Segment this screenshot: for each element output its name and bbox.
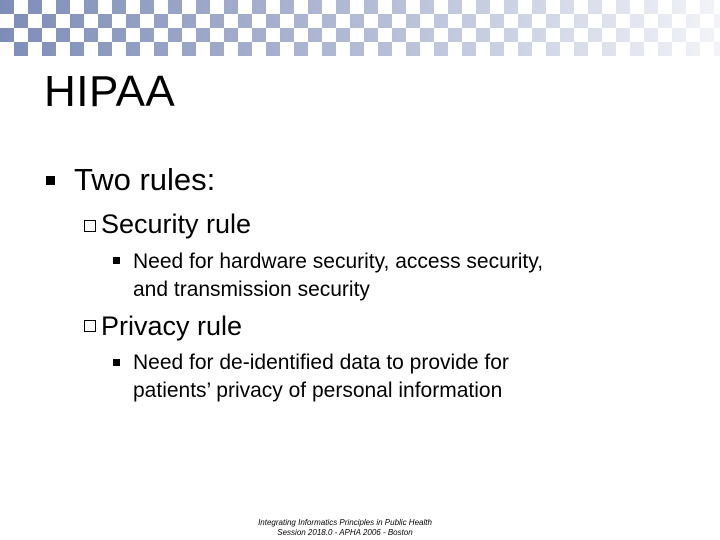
privacy-detail-line2: patients’ privacy of personal information xyxy=(133,379,503,402)
hollow-square-bullet-icon xyxy=(84,220,96,232)
hollow-square-bullet-icon xyxy=(84,320,96,332)
square-bullet-icon xyxy=(113,359,120,366)
title-rule xyxy=(0,56,720,58)
checkered-header-band xyxy=(0,0,720,56)
footer-line1: Integrating Informatics Principles in Public Health xyxy=(258,518,432,527)
rule-privacy: Privacy rule xyxy=(101,311,243,341)
security-detail-line1: Need for hardware security, access security, xyxy=(133,250,544,273)
rule-security: Security rule xyxy=(101,209,252,239)
bullet-two-rules: Two rules: xyxy=(74,162,216,197)
footer-line2: Session 2018.0 - APHA 2006 - Boston xyxy=(277,528,413,537)
privacy-detail-line1: Need for de-identified data to provide for xyxy=(133,351,509,374)
security-detail-line2: and transmission security xyxy=(133,278,370,301)
slide-title: HIPAA xyxy=(44,67,176,116)
square-bullet-icon xyxy=(113,257,120,264)
square-bullet-icon xyxy=(46,176,55,185)
